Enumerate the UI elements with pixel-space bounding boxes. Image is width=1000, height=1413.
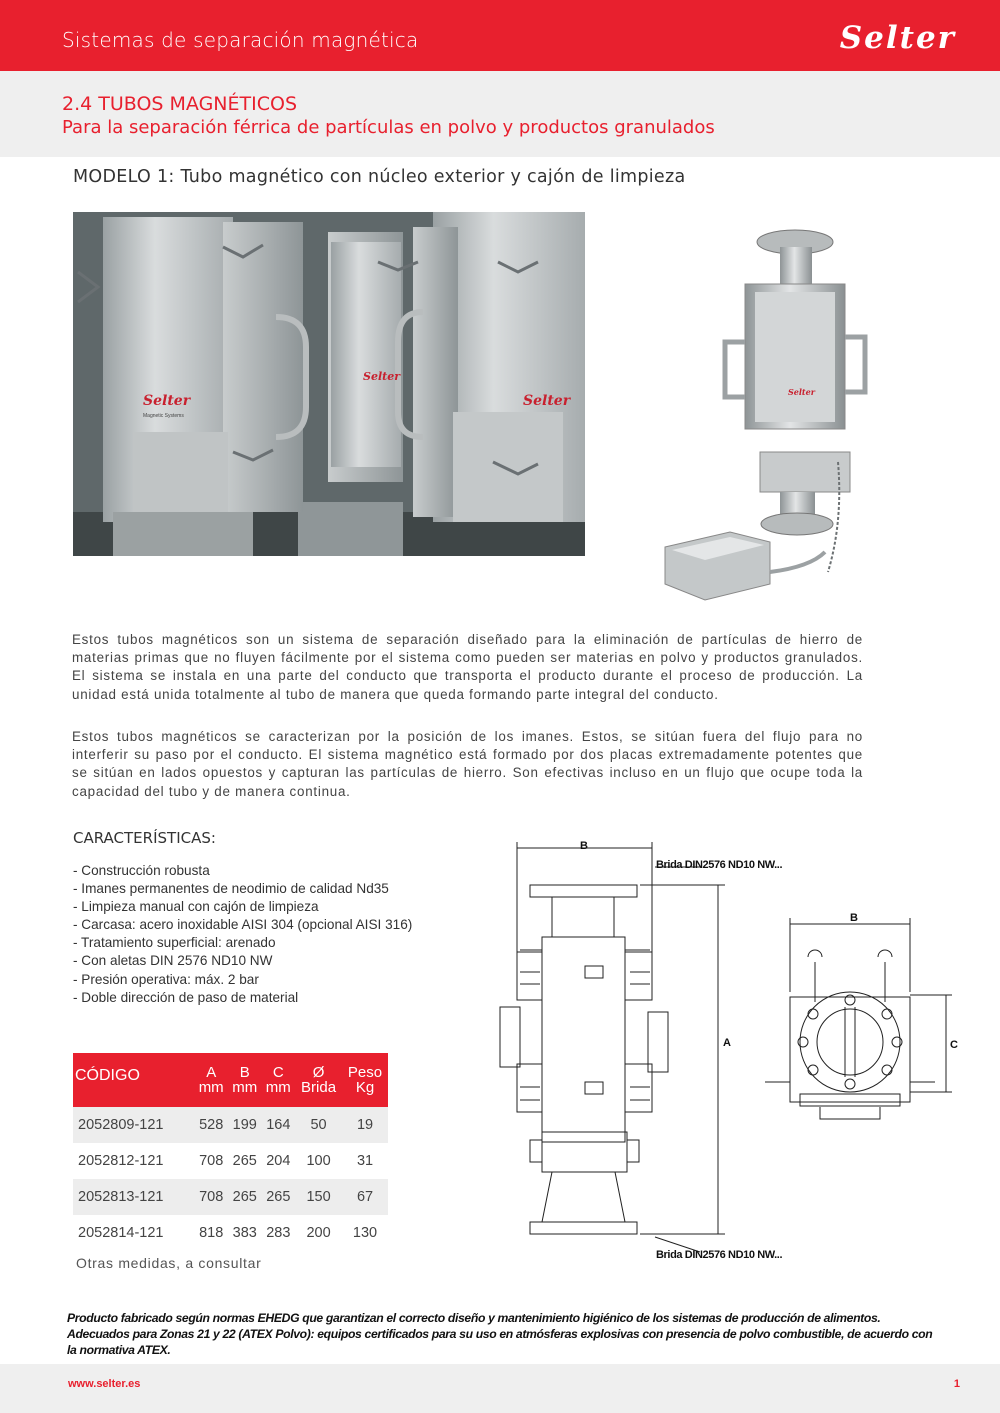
compliance-line-ehedg: Producto fabricado según normas EHEDG que garantizan el correcto diseño y mantenimiento higiénico de los sistemas de producción de alimentos. bbox=[67, 1311, 881, 1325]
column-header-code: CÓDIGO bbox=[73, 1053, 194, 1107]
cell-a: 818 bbox=[199, 1225, 224, 1241]
cell-code: 2052812-121 bbox=[78, 1153, 164, 1169]
cell-flange: 50 bbox=[295, 1107, 342, 1143]
table-row bbox=[73, 1107, 388, 1143]
column-header-b: B mm bbox=[228, 1053, 262, 1107]
header-bar bbox=[0, 0, 1000, 71]
section-band bbox=[0, 71, 1000, 157]
tube-with-drawer-photo bbox=[660, 212, 895, 612]
tube-with-drawer-illustration bbox=[660, 212, 895, 612]
page-number: 1 bbox=[953, 1378, 960, 1390]
table-row bbox=[73, 1179, 388, 1215]
photo-label-left: Selter bbox=[143, 393, 191, 409]
dimension-label-c: C bbox=[950, 1039, 958, 1051]
feature-item: - Limpieza manual con cajón de limpieza bbox=[73, 899, 319, 915]
feature-item: - Doble dirección de paso de material bbox=[73, 989, 299, 1005]
cell-flange: 200 bbox=[306, 1225, 331, 1241]
features-list bbox=[73, 862, 433, 1007]
table-header-row bbox=[73, 1053, 388, 1107]
column-header-a: A mm bbox=[194, 1053, 228, 1107]
selter-logo[interactable]: Selter bbox=[839, 20, 956, 56]
cell-a: 708 bbox=[199, 1153, 224, 1169]
cell-c: 283 bbox=[266, 1225, 291, 1241]
cell-flange: 100 bbox=[306, 1153, 331, 1169]
section-subtitle: Para la separación férrica de partículas en polvo y productos granulados bbox=[62, 117, 715, 138]
cell-flange: 150 bbox=[295, 1179, 342, 1215]
dimension-label-b-front: B bbox=[580, 840, 588, 852]
table-row bbox=[73, 1143, 388, 1179]
specifications-table bbox=[73, 1053, 388, 1251]
feature-item: - Imanes permanentes de neodimio de calidad Nd35 bbox=[73, 881, 389, 897]
cell-b: 265 bbox=[232, 1153, 257, 1169]
column-header-flange: Ø Brida bbox=[295, 1053, 342, 1107]
cell-weight: 31 bbox=[356, 1153, 374, 1169]
cell-code: 2052814-121 bbox=[78, 1225, 164, 1241]
cell-weight: 67 bbox=[342, 1179, 388, 1215]
photo-label-center: Selter bbox=[363, 370, 400, 383]
table-note: Otras medidas, a consultar bbox=[76, 1255, 262, 1271]
flange-label-top: Brida DIN2576 ND10 NW... bbox=[656, 859, 783, 871]
column-header-c: C mm bbox=[262, 1053, 296, 1107]
cell-c: 265 bbox=[262, 1179, 296, 1215]
cell-code: 2052813-121 bbox=[73, 1179, 194, 1215]
feature-item: - Tratamiento superficial: arenado bbox=[73, 935, 276, 951]
section-title: 2.4 TUBOS MAGNÉTICOS bbox=[62, 93, 298, 115]
dimension-label-b-side: B bbox=[850, 912, 858, 924]
website-link[interactable]: www.selter.es bbox=[68, 1378, 141, 1390]
compliance-line-atex: Adecuados para Zonas 21 y 22 (ATEX Polvo): equipos certificados para su uso en atmósferas explosivas con presencia de polvo combustible, de acuerdo con la normativa ATEX. bbox=[67, 1327, 933, 1357]
table-row bbox=[73, 1215, 388, 1251]
description-paragraph-1: Estos tubos magnéticos son un sistema de separación diseñado para la eliminación de partículas de hierro de materias primas que no fluyen fácilmente por el sistema como pueden ser materias en polvo y productos granulados. El sistema se instala en una parte del conducto que transporta el producto durante el proceso de producción. La unidad está unida totalmente al tubo de manera que queda formando parte integral del conducto. bbox=[72, 632, 863, 702]
cell-b: 199 bbox=[228, 1107, 262, 1143]
compliance-note bbox=[67, 1310, 937, 1358]
feature-item: - Construcción robusta bbox=[73, 863, 210, 878]
cell-c: 164 bbox=[262, 1107, 296, 1143]
cell-c: 204 bbox=[266, 1153, 291, 1169]
model-title: MODELO 1: Tubo magnético con núcleo exterior y cajón de limpieza bbox=[73, 167, 686, 187]
installed-tubes-illustration bbox=[73, 212, 585, 556]
technical-drawing bbox=[490, 832, 970, 1272]
flange-label-bottom: Brida DIN2576 ND10 NW... bbox=[656, 1249, 783, 1261]
cell-code: 2052809-121 bbox=[73, 1107, 194, 1143]
cell-weight: 19 bbox=[342, 1107, 388, 1143]
cell-b: 265 bbox=[228, 1179, 262, 1215]
feature-item: - Presión operativa: máx. 2 bar bbox=[73, 971, 259, 987]
dimension-drawing bbox=[490, 832, 970, 1272]
features-title: CARACTERÍSTICAS: bbox=[73, 829, 216, 847]
dimension-label-a: A bbox=[723, 1037, 731, 1049]
document-title: Sistemas de separación magnética bbox=[62, 28, 419, 52]
photo-label-right: Selter bbox=[523, 393, 571, 409]
installed-tubes-photo bbox=[73, 212, 585, 556]
cell-b: 383 bbox=[232, 1225, 257, 1241]
photo-right-label: Selter bbox=[788, 387, 815, 397]
cell-a: 528 bbox=[194, 1107, 228, 1143]
footer bbox=[0, 1364, 1000, 1413]
column-header-weight: Peso Kg bbox=[342, 1053, 388, 1107]
feature-item: - Carcasa: acero inoxidable AISI 304 (opcional AISI 316) bbox=[73, 917, 413, 933]
cell-weight: 130 bbox=[352, 1225, 378, 1241]
photo-label-left-sub: Magnetic Systems bbox=[143, 413, 184, 419]
description-paragraph-2: Estos tubos magnéticos se caracterizan por la posición de los imanes. Estos, se sitúan fuera del flujo para no interferir su paso por el conducto. El sistema magnético está formado por dos placas extremadamente potentes que se sitúan en lados opuestos y capturan las partículas de hierro. Son efectivas incluso en un flujo que ocupe toda la capacidad del tubo y de manera continua. bbox=[72, 729, 863, 799]
cell-a: 708 bbox=[194, 1179, 228, 1215]
feature-item: - Con aletas DIN 2576 ND10 NW bbox=[73, 953, 273, 969]
